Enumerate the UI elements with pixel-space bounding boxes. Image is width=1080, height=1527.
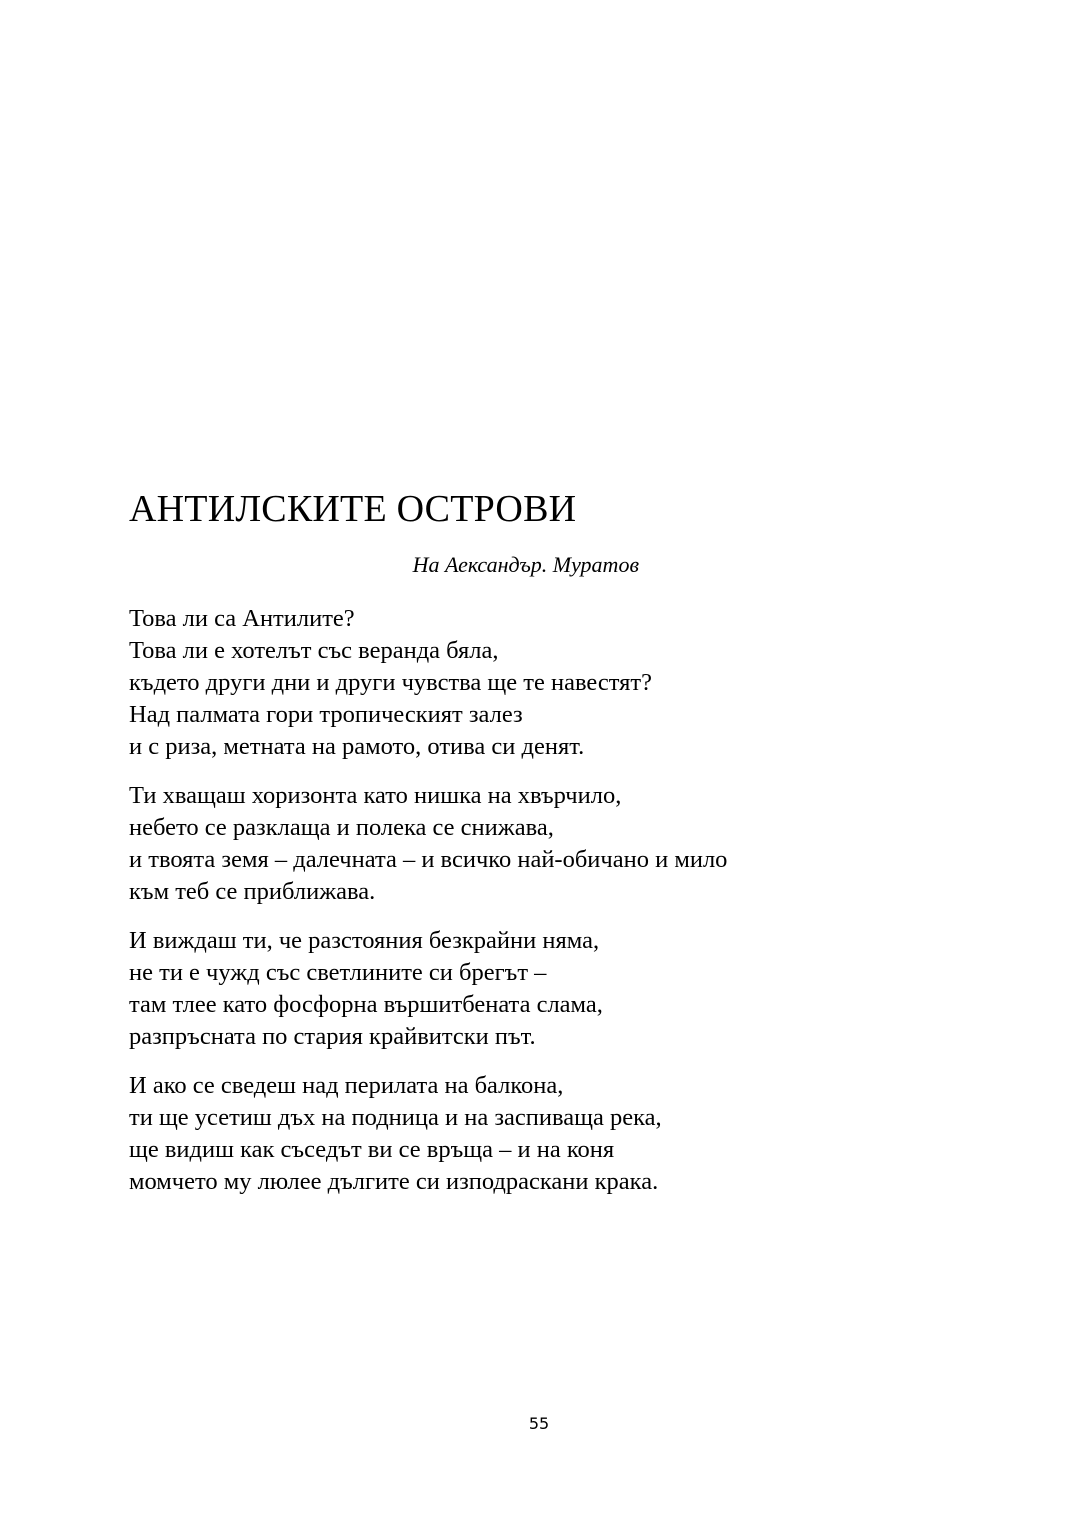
poem-line: Ти хващаш хоризонта като нишка на хвърчило, <box>129 782 622 809</box>
poem-line: не ти е чужд със светлините си брегът – <box>129 959 547 986</box>
poem-dedication: На Аександър. Муратов <box>412 552 639 577</box>
poem-line: ти ще усетиш дъх на подница и на заспиваща река, <box>129 1104 662 1131</box>
stanza-3 <box>129 925 603 1053</box>
poem-line: и с риза, метната на рамото, отива си денят. <box>129 733 585 760</box>
poem-line: И виждаш ти, че разстояния безкрайни няма, <box>129 927 600 954</box>
poem-line: Това ли са Антилите? <box>129 605 355 632</box>
poem-line: небето се разклаща и полека се снижава, <box>129 814 554 841</box>
poem-title: АНТИЛСКИТЕ ОСТРОВИ <box>129 488 577 530</box>
poem-line: и твоята земя – далечната – и всичко най-обичано и мило <box>129 846 728 873</box>
poem-line: там тлее като фосфорна вършитбената слама, <box>129 991 603 1018</box>
stanza-1 <box>129 603 652 763</box>
poem-line: момчето му люлее дългите си изподраскани крака. <box>129 1168 659 1195</box>
stanza-2 <box>129 780 727 908</box>
poem-line: И ако се сведеш над перилата на балкона, <box>129 1072 564 1099</box>
poem-line: към теб се приближава. <box>129 878 376 905</box>
poem-line: Това ли е хотелът със веранда бяла, <box>129 637 499 664</box>
poem-line: разпръсната по стария крайвитски път. <box>129 1023 536 1050</box>
page-number: 55 <box>528 1414 550 1433</box>
poem-line: ще видиш как съседът ви се връща – и на коня <box>129 1136 615 1163</box>
poem-line: Над палмата гори тропическият залез <box>129 701 523 728</box>
stanza-4 <box>129 1070 662 1198</box>
poem-line: където други дни и други чувства ще те навестят? <box>129 669 652 696</box>
